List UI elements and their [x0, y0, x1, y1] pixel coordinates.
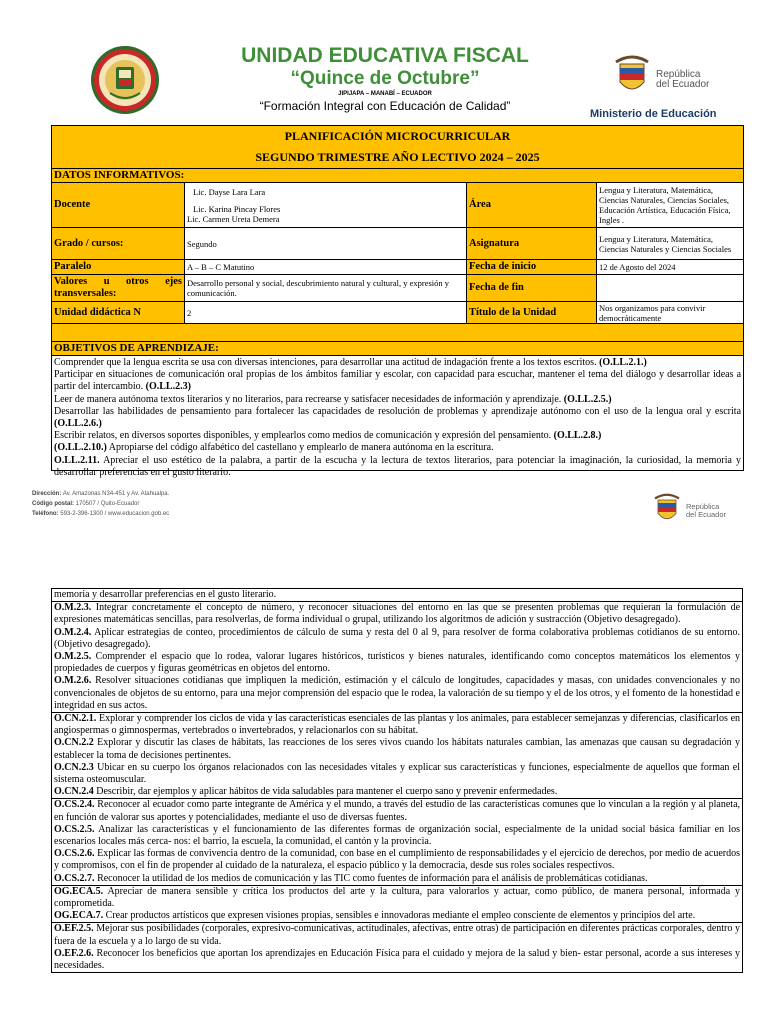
paralelo-label: Paralelo	[52, 260, 185, 275]
school-seal-icon	[90, 45, 160, 115]
objective-item: O.M.2.4. Aplicar estrategias de conteo, procedimientos de cálculo de suma y resta del 0 al 9, para resolver de forma colaborativa problemas cotidianos de su entorno. (Objetivo desagregado).	[54, 626, 740, 650]
objective-item: O.CS.2.7. Reconocer la utilidad de los medios de comunicación y las TIC como fuentes de información para el análisis de problemáticas cotidianas.	[54, 872, 648, 884]
footer-address-line: Dirección: Av. Amazonas N34-451 y Av. Atahualpa.	[32, 491, 170, 497]
grado-value: Segundo	[185, 228, 467, 260]
objective-item: O.M.2.5. Comprender el espacio que lo rodea, valorar lugares históricos, turísticos y bienes naturales, identificando como conceptos matemáticos los elementos y propiedades de cuerpos y figuras geométricas en objetos del entorno.	[54, 651, 740, 675]
footer-postal-line: Código postal: 170507 / Quito-Ecuador	[32, 501, 140, 507]
continuation-cell	[52, 589, 743, 602]
asignatura-label: Asignatura	[467, 228, 597, 260]
plan-subtitle: SEGUNDO TRIMESTRE AÑO LECTIVO 2024 – 2025	[255, 150, 540, 164]
objective-item: O.CS.2.4. Reconocer al ecuador como parte integrante de América y el mundo, a través del estudio de las características comunes que lo vinculan a la región y al planeta, en función de valorar sus aportes y potencialidades, mediante el uso de diversas fuentes.	[54, 799, 741, 823]
footer-gov-line-2: del Ecuador	[686, 510, 727, 519]
section-info-heading: DATOS INFORMATIVOS:	[52, 169, 744, 183]
gov-line-1: República	[656, 69, 701, 80]
valores-value: Desarrollo personal y social, descubrimiento natural y cultural, y expresión y comunicación.	[185, 275, 467, 302]
ecuador-shield-icon	[612, 54, 652, 98]
objectives-continuation-table	[51, 588, 743, 973]
objective-item: O.CS.2.6. Explicar las formas de convivencia dentro de la comunidad, con base en el cumplimiento de responsabilidades y el ejercicio de derechos, por medio de acuerdos y compromisos, con el fin de propender al cuidado de la naturaleza, el espacio público y la democracia, desde sus roles sociales respectivos.	[54, 848, 740, 872]
section-objectives-heading: OBJETIVOS DE APRENDIZAJE:	[52, 342, 744, 356]
objective-item: OG.ECA.7. Crear productos artísticos que expresen visiones propias, sensibles e innovadoras mediante el empleo consciente de elementos y principios del arte.	[54, 910, 696, 922]
ministry-name: Ministerio de Educación	[590, 108, 717, 120]
objective-item: O.CN.2.4 Describir, dar ejemplos y aplicar hábitos de vida saludables para mantener el cuerpo sano y prevenir enfermedades.	[54, 786, 558, 798]
unidad-label: Unidad didáctica N	[52, 302, 185, 324]
area-value: Lengua y Literatura, Matemática, Ciencias Naturales, Ciencias Sociales, Educación Artística, Educación Física, Ingles .	[597, 183, 744, 228]
titulo-unidad-label: Título de la Unidad	[467, 302, 597, 324]
footer-gov-line-1: República	[686, 502, 720, 511]
plan-title-cell	[52, 126, 744, 169]
objective-item: O.CN.2.3 Ubicar en su cuerpo los órganos relacionados con las necesidades vitales y explicar sus características y funciones, especialmente de aquellos que forman el sistema osteomuscular.	[54, 761, 741, 786]
objective-item: Comprender que la lengua escrita se usa con diversas intenciones, para desarrollar una actitud de indagación frente a los textos escritos. (O.LL.2.1.)	[54, 357, 647, 368]
objective-item: O.M.2.6. Resolver situaciones cotidianas que impliquen la medición, estimación y el cálculo de longitudes, capacidades y masas, con unidades convencionales y no convencionales de objetos de su entorno, para una mejor comprensión del espacio que le rodea, la valoración de su tiempo y el de los otros, y el fomento de la honestidad e integridad en sus actos.	[54, 675, 741, 711]
objective-item: O.CS.2.5. Analizar las características y el funcionamiento de las diferentes formas de organización social, especialmente de la unidad social básica familiar en los escenarios locales más cerca- nos: el barrio, la escuela, la comunidad, el cantón y la provincia.	[54, 823, 740, 848]
objective-item: Participar en situaciones de comunicación oral propias de los ámbitos familiar y escolar, con capacidad para escuchar, mantener el tema del diálogo y desarrollar ideas a partir del intercambio. (O.LL.2.3)	[54, 369, 742, 393]
docente-1: Lic. Dayse Lara Lara	[193, 186, 266, 197]
area-label: Área	[467, 183, 597, 228]
math-objectives-cell	[52, 602, 743, 713]
objective-item: O.CN.2.1. Explorar y comprender los ciclos de vida y las características esenciales de las plantas y los animales, para establecer semejanzas y diferencias, clasificarlos en angiospermas o gimnospermas, vertebrados o invertebrados, y relacionarlos con su hábitat.	[54, 713, 741, 737]
objective-item: O.EF.2.6. Reconocer los beneficios que aportan los aprendizajes en Educación Física para el cuidado y mejora de la salud y bien- estar personal, acorde a sus intereses y necesidades.	[54, 947, 740, 972]
institution-location: JIPIJAPA – MANABÍ – ECUADOR	[338, 91, 432, 97]
institution-name: UNIDAD EDUCATIVA FISCAL	[241, 44, 529, 67]
docente-value	[185, 183, 467, 228]
planning-table	[51, 125, 744, 478]
valores-label: Valores u otros ejes transversales:	[52, 275, 185, 302]
titulo-unidad-value: Nos organizamos para convivir democráticamente	[597, 302, 744, 324]
docente-2: Lic. Karina Pincay Flores	[193, 203, 281, 214]
docente-3: Lic. Carmen Ureta Demera	[187, 213, 280, 224]
paralelo-value: A – B – C Matutino	[185, 260, 467, 275]
footer-address	[32, 489, 332, 519]
arts-objectives-cell	[52, 885, 743, 923]
fecha-inicio-label: Fecha de inicio	[467, 260, 597, 275]
objectives-list	[54, 357, 742, 478]
docente-label: Docente	[52, 183, 185, 228]
spacer-row	[52, 324, 744, 342]
objective-item: Desarrollar las habilidades de pensamiento para fortalecer las capacidades de resolución de problemas y aprendizaje autónomo con el uso de la lengua oral y escrita (O.LL.2.6.)	[54, 405, 742, 430]
science-objectives-cell	[52, 713, 743, 799]
objective-item: (O.LL.2.10.) Apropiarse del código alfabético del castellano y emplearlo de manera autónoma en la escritura.	[54, 442, 494, 454]
objective-item: O.CN.2.2 Explorar y discutir las clases de hábitats, las reacciones de los seres vivos cuando los hábitats naturales cambian, las amenazas que causan su degradación y establecer la toma de decisiones pertinentes.	[54, 737, 740, 761]
fecha-inicio-value: 12 de Agosto del 2024	[597, 260, 744, 275]
plan-title: PLANIFICACIÓN MICROCURRICULAR	[284, 129, 511, 143]
institution-subname: “Quince de Octubre”	[290, 68, 480, 89]
gov-wordmark	[656, 70, 736, 90]
gov-line-2: del Ecuador	[656, 79, 710, 90]
objective-item: Escribir relatos, en diversos soportes disponibles, y emplearlos como medios de comunicación y expresión del pensamiento. (O.LL.2.8.)	[54, 430, 602, 442]
asignatura-value: Lengua y Literatura, Matemática, Ciencias Naturales y Ciencias Sociales	[597, 228, 744, 260]
fecha-fin-label: Fecha de fin	[467, 275, 597, 302]
objective-item: O.LL.2.11. Apreciar el uso estético de la palabra, a partir de la escucha y la lectura de textos literarios, para potenciar la imaginación, la curiosidad, la memoria y desarrollar preferencias en el gusto literario.	[54, 454, 742, 478]
objective-item: O.M.2.3. Integrar concretamente el concepto de número, y reconocer situaciones del entorno en las que se presenten problemas que requieran la formulación de expresiones matemáticas sencillas, para resolverlas, de forma individual o grupal, utilizando los algoritmos de adición y sustracción (Objetivo desagregado).	[54, 602, 741, 626]
objective-item: OG.ECA.5. Apreciar de manera sensible y crítica los productos del arte y la cultura, para valorarlos y actuar, como público, de manera personal, informada y comprometida.	[54, 885, 740, 910]
continuation-text: memoria y desarrollar preferencias en el gusto literario.	[54, 589, 277, 600]
fecha-fin-value	[597, 275, 744, 302]
unidad-value: 2	[185, 302, 467, 324]
institution-motto: “Formación Integral con Educación de Calidad”	[259, 99, 511, 113]
objective-item: O.EF.2.5. Mejorar sus posibilidades (corporales, expresivo-comunicativas, actitudinales, afectivas, entre otras) de participación en diferentes prácticas corporales, dentro y fuera de la escuela y a lo largo de su vida.	[54, 923, 740, 947]
pe-objectives-cell	[52, 923, 743, 973]
ecuador-shield-icon	[652, 492, 682, 526]
social-objectives-cell	[52, 799, 743, 885]
objectives-cell	[52, 356, 744, 478]
grado-label: Grado / cursos:	[52, 228, 185, 260]
footer-phone-line: Teléfono: 593-2-396-1300 / www.educacion.gob.ec	[32, 511, 170, 517]
objective-item: Leer de manera autónoma textos literarios y no literarios, para recrearse y satisfacer necesidades de información y aprendizaje. (O.LL.2.5.)	[54, 393, 612, 405]
footer-gov-wordmark	[686, 503, 746, 519]
